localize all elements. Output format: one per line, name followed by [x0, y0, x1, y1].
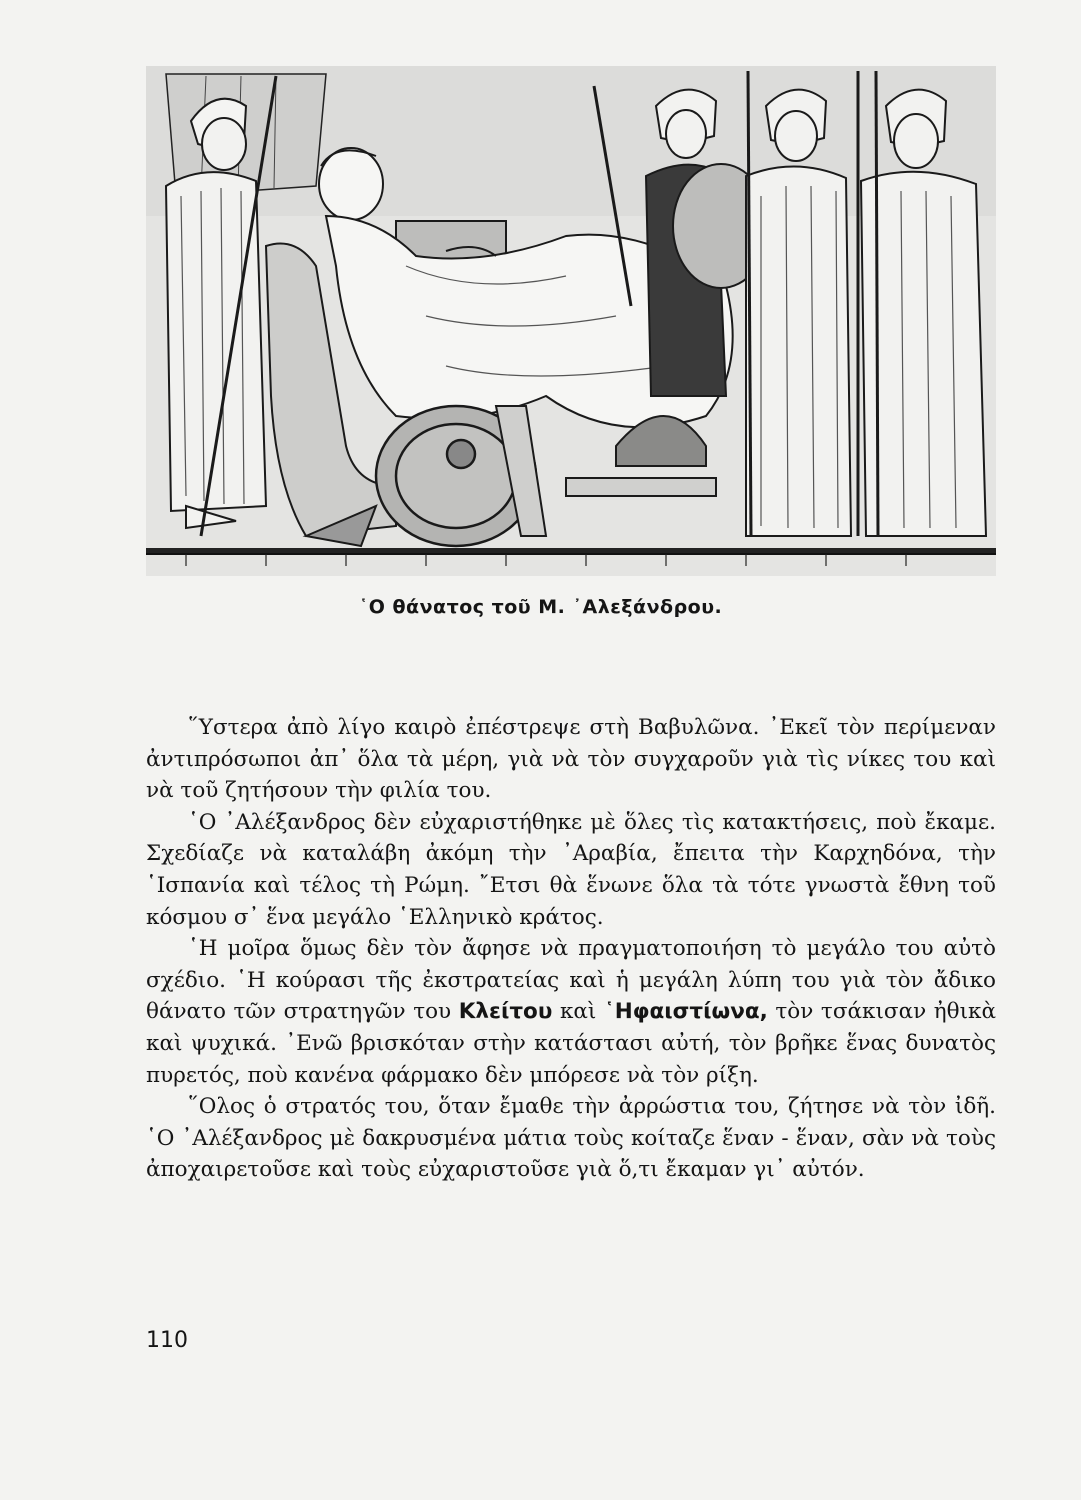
- paragraph-1: ῞Υστερα ἀπὸ λίγο καιρὸ ἐπέστρεψε στὴ Βαβυλῶνα. ᾿Εκεῖ τὸν περίμεναν ἀντιπρόσωποι ἀπ᾿ ὅλα τὰ μέρη, γιὰ νὰ τὸν συγχαροῦν γιὰ τὶς νίκες του καὶ νὰ τοῦ ζητήσουν τὴν φιλία του.: [146, 715, 996, 804]
- illustration-death-of-alexander: [146, 66, 996, 576]
- paragraph-3-part-3: τὸν τσάκισαν ἠθικὰ καὶ ψυχικά. ᾿Ενῶ βρισκόταν στὴν κατάστασι αὐτή, τὸν βρῆκε ἕνας δυνατὸς πυρετός, ποὺ κανένα φάρμακο δὲν μπόρεσε νὰ τὸν ρίξη.: [146, 999, 996, 1088]
- paragraph-3-part-1: ῾Η μοῖρα ὅμως δὲν τὸν ἄφησε νὰ πραγματοποιήση τὸ μεγάλο του αὐτὸ σχέδιο. ῾Η κούρασι τῆς ἐκστρατείας καὶ ἡ μεγάλη λύπη του γιὰ τὸν ἄδικο θάνατο τῶν στρατηγῶν του: [146, 936, 996, 1025]
- figure-caption: ῾Ο θάνατος τοῦ Μ. ᾿Αλεξάνδρου.: [358, 596, 723, 618]
- paragraph-2: ῾Ο ᾿Αλέξανδρος δὲν εὐχαριστήθηκε μὲ ὅλες τὶς κατακτήσεις, ποὺ ἔκαμε. Σχεδίαζε νὰ καταλάβη ἀκόμη τὴν ᾿Αραβία, ἔπειτα τὴν Καρχηδόνα, τὴν ῾Ισπανία καὶ τέλος τὴ Ρώμη. ῎Ετσι θὰ ἕνωνε ὅλα τὰ τότε γνωστὰ ἔθνη τοῦ κόσμου σ᾿ ἕνα μεγάλο ῾Ελληνικὸ κράτος.: [146, 809, 996, 930]
- paragraph-3-part-2: καὶ: [552, 999, 604, 1025]
- name-hephaestion: ῾Ηφαιστίωνα,: [603, 999, 768, 1025]
- paragraph-4: ῞Ολος ὁ στρατός του, ὅταν ἔμαθε τὴν ἀρρώστια του, ζήτησε νὰ τὸν ἰδῆ. ῾Ο ᾿Αλέξανδρος μὲ δακρυσμένα μάτια τοὺς κοίταζε ἕναν - ἕναν, σὰν νὰ τοὺς ἀποχαιρετοῦσε καὶ τοὺς εὐχαριστοῦσε γιὰ ὅ,τι ἔκαμαν γι᾿ αὐτόν.: [146, 1094, 996, 1183]
- paragraph-3: [146, 933, 996, 1091]
- name-kleitos: Κλείτου: [458, 999, 553, 1025]
- page-number: 110: [146, 1328, 188, 1353]
- body-text: [146, 712, 996, 1186]
